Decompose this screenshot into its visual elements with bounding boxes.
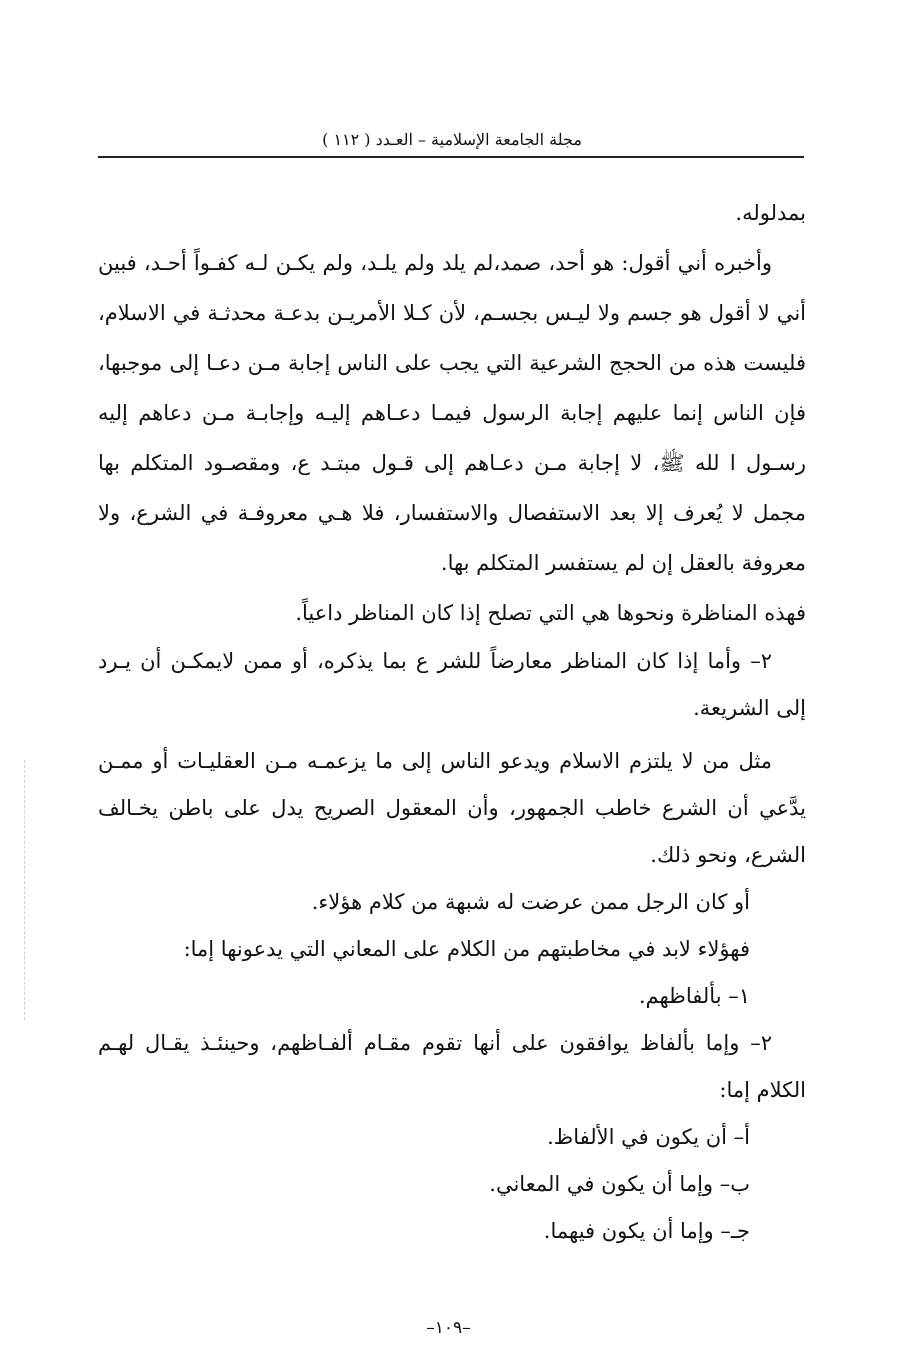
paragraph-point-2: ٢– وأما إذا كان المناظر معارضاً للشر ع بما يذكره، أو ممن لايمكـن أن يـرد إلى الشريعة. bbox=[98, 649, 806, 720]
paragraph-person: أو كان الرجل ممن عرضت له شبهة من كلام هؤلاء. bbox=[311, 890, 750, 914]
page-number: –١٠٩– bbox=[426, 1318, 471, 1338]
list-item-c: جـ– وإما أن يكون فيهما. bbox=[543, 1219, 750, 1243]
list-item-a: أ– أن يكون في الألفاظ. bbox=[547, 1125, 750, 1149]
list-item-2: ٢– وإما بألفاظ يوافقون على أنها تقوم مقـام ألفـاظهم، وحينئـذ يقـال لهـم الكلام إما: bbox=[98, 1031, 806, 1102]
scan-margin-mark bbox=[24, 760, 25, 1020]
header-rule bbox=[98, 156, 804, 158]
paragraph-conclusion: فهذه المناظرة ونحوها هي التي تصلح إذا كان المناظر داعياً. bbox=[295, 601, 806, 625]
paragraph-continuation: بمدلوله. bbox=[735, 201, 806, 225]
paragraph-these: فهؤلاء لابد في مخاطبتهم من الكلام على المعاني التي يدعونها إما: bbox=[183, 937, 750, 961]
paragraph-answer: وأخبره أني أقول: هو أحد، صمد،لم يلد ولم يلـد، ولم يكـن لـه كفـواً أحـد، فبين أني لا أقول هو جسم ولا ليـس بجسـم، لأن كـلا الأمريـن بدعـة محدثـة في الاسلام، فليست هذه من الحجج الشرعية التي يجب على الناس إجابة مـن دعـا إلى موجبها، فإن الناس إنما عليهم إجابة الرسول فيمـا دعـاهم إليـه وإجابـة مـن دعاهم إليه رسـول ا لله ﷺ، لا إجابة مـن دعـاهم إلى قـول مبتـد ع، ومقصـود المتكلم بها مجمل لا يُعرف إلا بعد الاستفصال والاستفسار، فلا هـي معروفـة في الشرع، ولا معروفة بالعقل إن لم يستفسر المتكلم بها. bbox=[98, 251, 806, 575]
paragraph-example: مثل من لا يلتزم الاسلام ويدعو الناس إلى ما يزعمـه مـن العقليـات أو ممـن يدَّعي أن الشرع خاطب الجمهور، وأن المعقول الصريح يدل على باطن يخـالف الشرع، ونحو ذلك. bbox=[98, 749, 806, 867]
body-text bbox=[98, 188, 806, 1255]
running-header: مجلة الجامعة الإسلامية – العـدد ( ١١٢ ) bbox=[322, 130, 582, 149]
list-item-1: ١– بألفاظهم. bbox=[638, 984, 750, 1008]
list-item-b: ب– وإما أن يكون في المعاني. bbox=[489, 1172, 750, 1196]
